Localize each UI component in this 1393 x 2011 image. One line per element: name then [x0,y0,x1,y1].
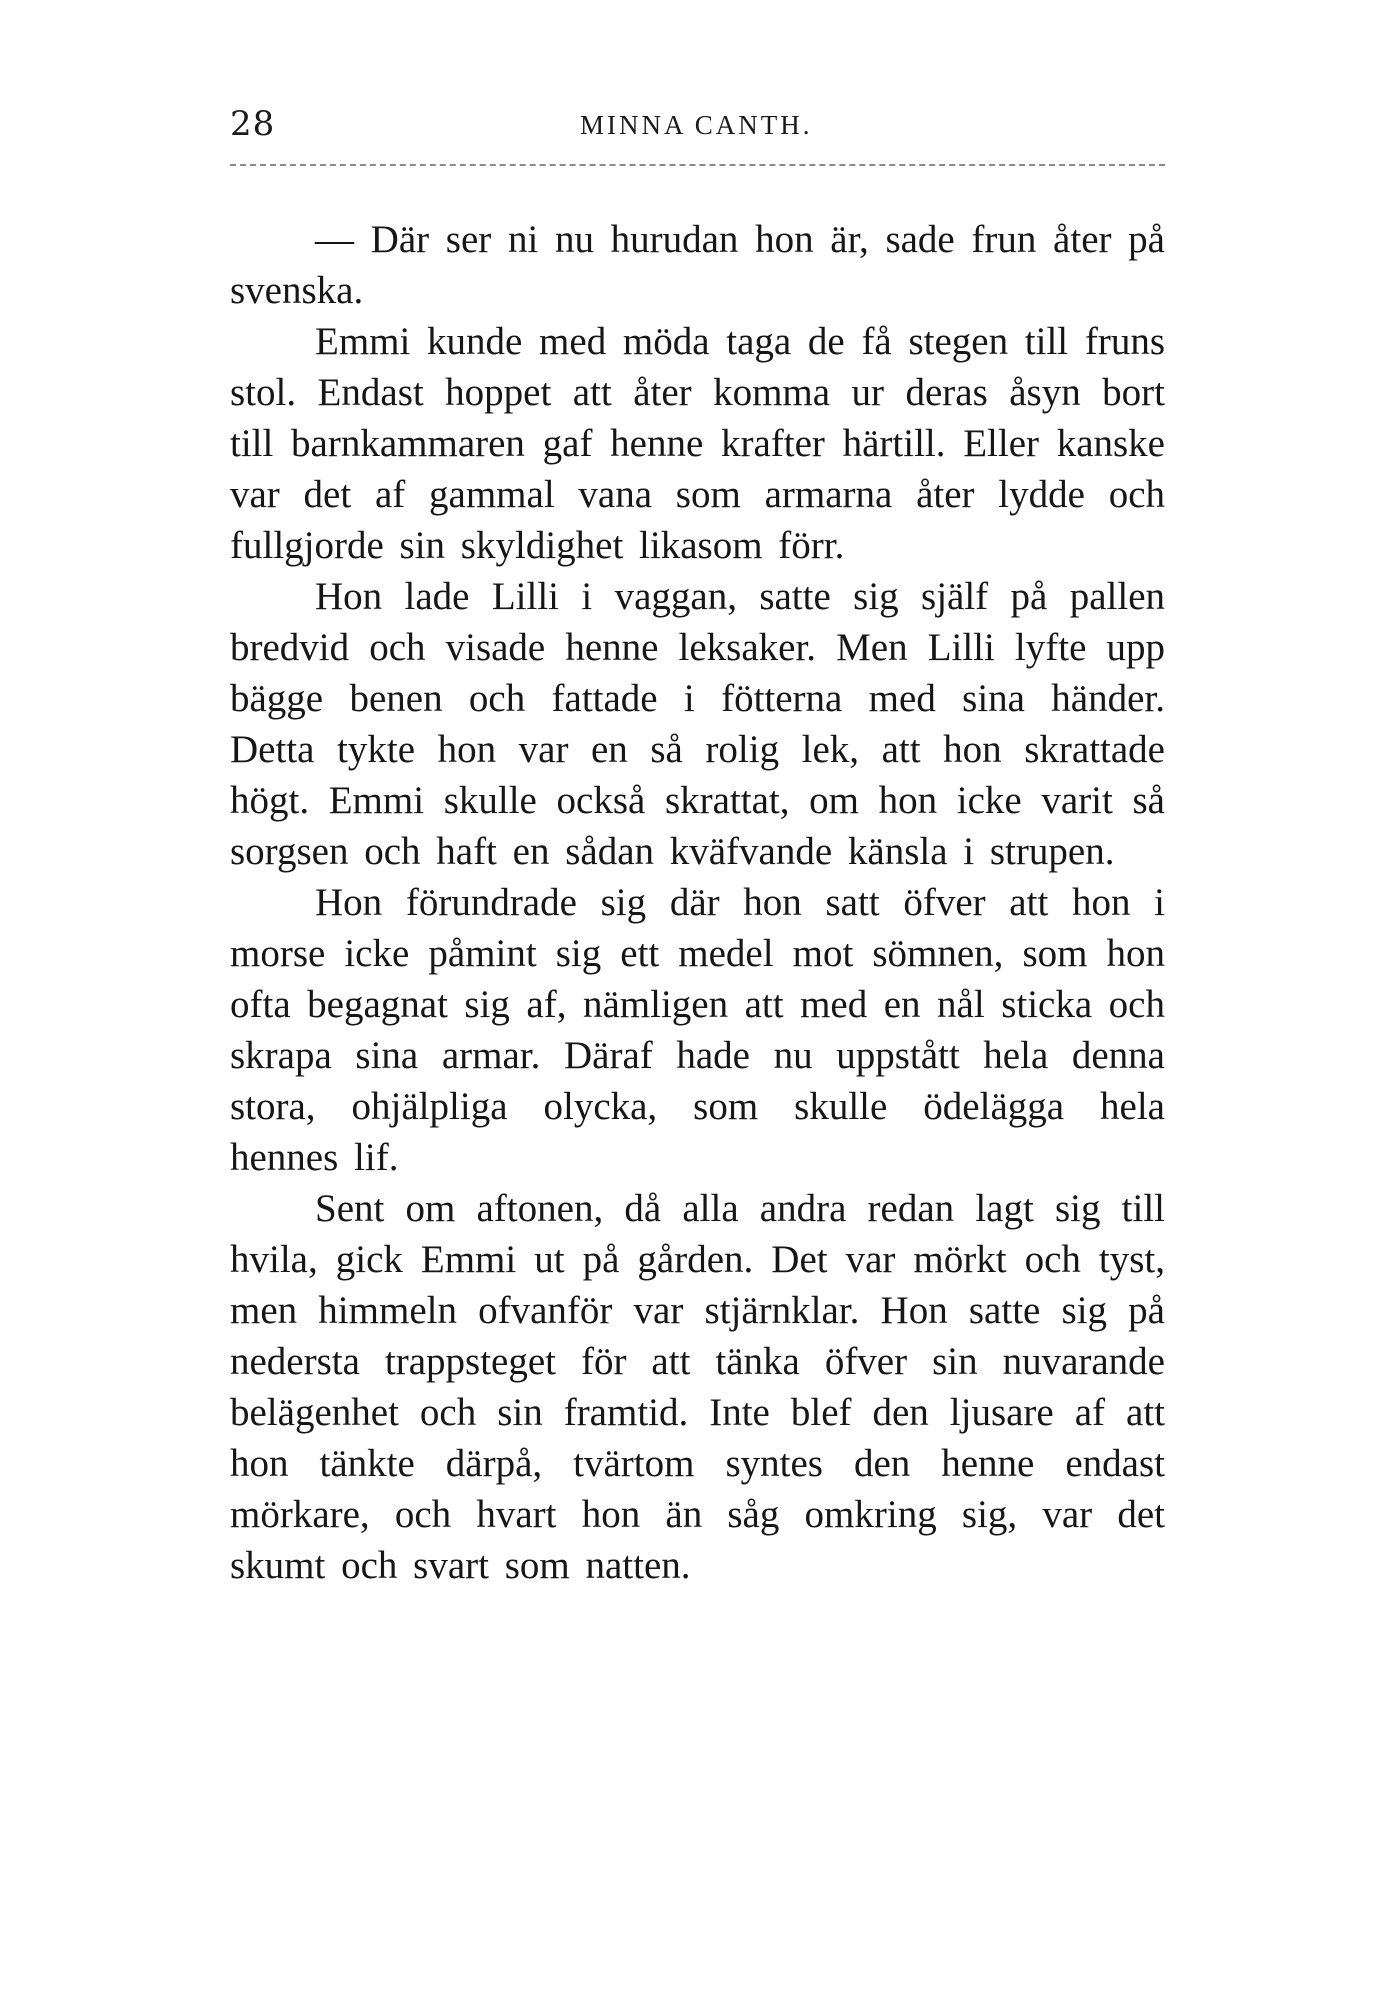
paragraph: Sent om aftonen, då alla andra redan lagt sig till hvila, gick Emmi ut på gården. Det var mörkt och tyst, men himmeln ofvanför var stjärnklar. Hon satte sig på nedersta trappsteget för att tänka öfver sin nuvarande belägenhet och sin framtid. Inte blef den ljusare af att hon tänkte därpå, tvärtom syntes den henne endast mörkare, och hvart hon än såg omkring sig, var det skumt och svart som natten. [230,1187,1165,1587]
paragraph: — Där ser ni nu hurudan hon är, sade frun åter på svenska. [230,218,1165,312]
header-rule [230,164,1165,166]
paragraph: Hon lade Lilli i vaggan, satte sig själf på pallen bredvid och visade henne leksaker. Men Lilli lyfte upp bägge benen och fattade i fötterna med sina händer. Detta tykte hon var en så rolig lek, att hon skrattade högt. Emmi skulle också skrattat, om hon icke varit så sorgsen och haft en sådan kväfvande känsla i strupen. [230,575,1165,873]
body-text [230,214,1165,1591]
page-header [230,104,1165,148]
running-head: MINNA CANTH. [580,110,813,140]
paragraph: Hon förundrade sig där hon satt öfver att hon i morse icke påmint sig ett medel mot sömnen, som hon ofta begagnat sig af, nämligen att med en nål sticka och skrapa sina armar. Däraf hade nu uppstått hela denna stora, ohjälpliga olycka, som skulle ödelägga hela hennes lif. [230,881,1165,1179]
page-number: 28 [230,104,276,144]
paragraph: Emmi kunde med möda taga de få stegen till fruns stol. Endast hoppet att åter komma ur deras åsyn bort till barnkammaren gaf henne krafter härtill. Eller kanske var det af gammal vana som armarna åter lydde och fullgjorde sin skyldighet likasom förr. [230,320,1165,567]
